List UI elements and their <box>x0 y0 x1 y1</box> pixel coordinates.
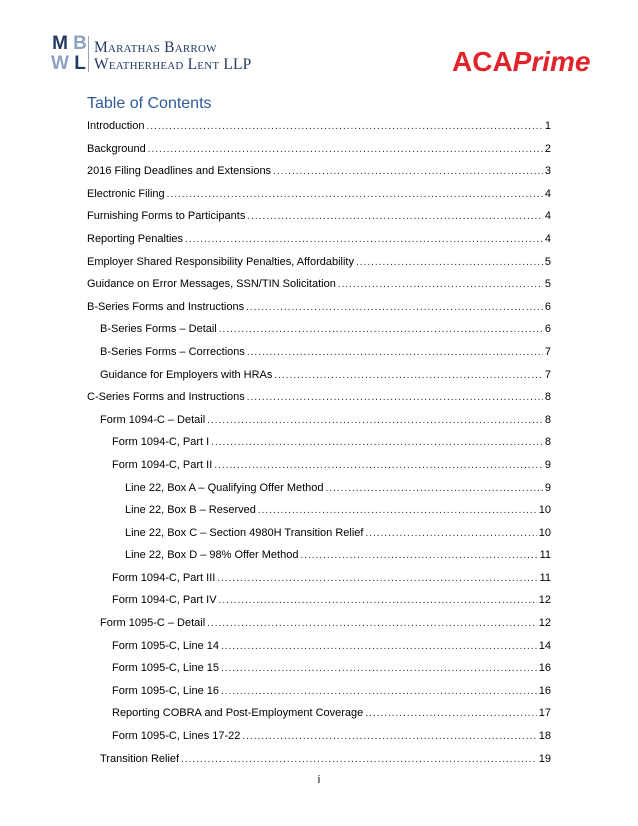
toc-leader-dots <box>258 503 537 519</box>
toc-entry-label: Line 22, Box C – Section 4980H Transition Relief <box>125 526 364 539</box>
toc-leader-dots <box>217 571 537 587</box>
toc-entry[interactable] <box>87 502 551 525</box>
toc-entry-label: Background <box>87 142 146 155</box>
toc-entry-label: Introduction <box>87 120 145 132</box>
toc-entry-page: 4 <box>544 210 551 223</box>
toc-leader-dots <box>146 119 542 135</box>
toc-leader-dots <box>167 187 543 203</box>
logo-divider <box>88 36 89 72</box>
toc-entry-label: 2016 Filing Deadlines and Extensions <box>87 165 272 178</box>
toc-entry[interactable] <box>87 163 551 186</box>
toc-entry[interactable] <box>87 683 551 706</box>
mbwl-logo <box>50 34 90 74</box>
toc-entry[interactable] <box>87 728 551 751</box>
firm-name-line-2: Weatherhead Lent LLP <box>94 56 252 73</box>
toc-entry-page: 12 <box>538 594 551 607</box>
firm-name-line-1: Marathas Barrow <box>94 39 217 56</box>
toc-entry-page: 7 <box>544 345 551 358</box>
toc-entry-page: 17 <box>538 707 551 720</box>
toc-entry-page: 18 <box>538 730 551 743</box>
toc-leader-dots <box>221 661 537 677</box>
toc-leader-dots <box>214 458 543 474</box>
brand-prime: Prime <box>512 46 591 77</box>
toc-entry-label: B-Series Forms – Corrections <box>100 345 245 358</box>
toc-entry-page: 6 <box>544 300 551 313</box>
toc-leader-dots <box>185 232 543 248</box>
acaprime-logo <box>452 47 591 77</box>
toc-leader-dots <box>338 277 543 293</box>
toc-entry-label: Form 1095-C, Lines 17-22 <box>112 730 241 743</box>
toc-leader-dots <box>148 142 543 158</box>
toc-entry-label: Furnishing Forms to Participants <box>87 210 246 223</box>
toc-entry-label: Guidance for Employers with HRAs <box>100 368 273 381</box>
toc-entry[interactable] <box>87 592 551 615</box>
toc-entry-label: Employer Shared Responsibility Penalties, Affordability <box>87 255 354 268</box>
toc-leader-dots <box>207 413 543 429</box>
toc-entry[interactable] <box>87 231 551 254</box>
toc-leader-dots <box>247 345 543 361</box>
toc-entry-label: Form 1095-C, Line 15 <box>112 662 219 675</box>
toc-entry-page: 19 <box>538 752 551 765</box>
toc-entry-page: 2 <box>544 142 551 155</box>
toc-entry[interactable] <box>87 638 551 661</box>
toc-entry-label: Line 22, Box D – 98% Offer Method <box>125 549 299 562</box>
toc-leader-dots <box>356 255 543 271</box>
toc-entry-page: 16 <box>538 684 551 697</box>
toc-entry-label: B-Series Forms – Detail <box>100 323 217 336</box>
toc-entry[interactable] <box>87 299 551 322</box>
toc-leader-dots <box>326 481 543 497</box>
toc-entry[interactable] <box>87 389 551 412</box>
toc-entry-page: 9 <box>544 481 551 494</box>
toc-entry-label: C-Series Forms and Instructions <box>87 391 245 404</box>
toc-entry[interactable] <box>87 547 551 570</box>
toc-entry[interactable] <box>87 186 551 209</box>
toc-entry-label: B-Series Forms and Instructions <box>87 300 245 313</box>
toc-leader-dots <box>300 548 537 564</box>
logo-letter-w: W <box>51 53 69 74</box>
toc-entry[interactable] <box>87 276 551 299</box>
toc-entry-page: 5 <box>544 255 551 268</box>
toc-leader-dots <box>247 390 543 406</box>
logo-letter-m: M <box>52 33 68 54</box>
toc-entry-page: 10 <box>538 504 551 517</box>
toc-entry[interactable] <box>87 141 551 164</box>
toc-entry-page: 12 <box>538 617 551 630</box>
toc-leader-dots <box>181 752 537 768</box>
toc-leader-dots <box>219 322 543 338</box>
toc-entry[interactable] <box>87 615 551 638</box>
toc-leader-dots <box>247 209 543 225</box>
logo-letter-b: B <box>73 33 87 54</box>
toc-title: Table of Contents <box>87 95 212 112</box>
toc-entry-page: 8 <box>544 413 551 426</box>
toc-entry-label: Guidance on Error Messages, SSN/TIN Solicitation <box>87 278 336 291</box>
toc-leader-dots <box>365 526 536 542</box>
toc-leader-dots <box>207 616 537 632</box>
brand-aca: ACA <box>452 46 513 77</box>
toc-entry-page: 11 <box>539 549 551 562</box>
toc-entry-page: 4 <box>544 187 551 200</box>
toc-entry[interactable] <box>87 570 551 593</box>
toc-entry-label: Form 1095-C, Line 16 <box>112 684 219 697</box>
toc-entry[interactable] <box>87 480 551 503</box>
toc-entry[interactable] <box>87 457 551 480</box>
toc-entry-label: Form 1094-C, Part I <box>112 436 210 449</box>
toc-entry[interactable] <box>87 434 551 457</box>
toc-leader-dots <box>221 639 537 655</box>
toc-entry-page: 5 <box>544 278 551 291</box>
toc-entry-page: 9 <box>544 458 551 471</box>
toc-entry-page: 16 <box>538 662 551 675</box>
toc-entry-label: Electronic Filing <box>87 187 165 200</box>
toc-entry-page: 8 <box>544 436 551 449</box>
toc-entry-label: Form 1094-C, Part IV <box>112 594 217 607</box>
page-header <box>0 0 638 90</box>
toc-entry-label: Reporting Penalties <box>87 232 184 245</box>
page-number: i <box>317 774 321 786</box>
toc-entry-label: Form 1094-C, Part III <box>112 571 216 584</box>
toc-leader-dots <box>211 435 543 451</box>
toc-entry-label: Form 1094-C – Detail <box>100 413 206 426</box>
toc-entry[interactable] <box>87 751 551 774</box>
toc-entry-label: Line 22, Box A – Qualifying Offer Method <box>125 481 324 494</box>
toc-entry-page: 1 <box>544 120 551 132</box>
toc-entry[interactable] <box>87 412 551 435</box>
toc-entry-label: Line 22, Box B – Reserved <box>125 504 256 517</box>
toc-list <box>87 118 551 773</box>
toc-entry[interactable] <box>87 525 551 548</box>
toc-entry-page: 10 <box>538 526 551 539</box>
toc-entry[interactable] <box>87 118 551 141</box>
toc-entry[interactable] <box>87 254 551 277</box>
toc-leader-dots <box>221 684 537 700</box>
firm-name <box>94 39 252 73</box>
toc-entry-page: 4 <box>544 232 551 245</box>
toc-entry-label: Transition Relief <box>100 752 180 765</box>
toc-entry-label: Form 1095-C, Line 14 <box>112 639 219 652</box>
toc-entry-label: Reporting COBRA and Post-Employment Coverage <box>112 707 364 720</box>
toc-leader-dots <box>365 706 536 722</box>
toc-entry-page: 8 <box>544 391 551 404</box>
toc-entry[interactable] <box>87 705 551 728</box>
toc-entry[interactable] <box>87 367 551 390</box>
toc-leader-dots <box>246 300 543 316</box>
toc-entry-label: Form 1095-C – Detail <box>100 617 206 630</box>
toc-leader-dots <box>273 164 543 180</box>
toc-entry[interactable] <box>87 321 551 344</box>
toc-leader-dots <box>274 368 542 384</box>
logo-letter-l: L <box>74 53 86 74</box>
toc-entry-page: 3 <box>544 165 551 178</box>
toc-entry-page: 14 <box>538 639 551 652</box>
toc-entry[interactable] <box>87 660 551 683</box>
toc-entry-page: 6 <box>544 323 551 336</box>
toc-entry-page: 11 <box>539 571 551 584</box>
toc-entry[interactable] <box>87 208 551 231</box>
toc-entry-label: Form 1094-C, Part II <box>112 458 213 471</box>
toc-leader-dots <box>219 593 537 609</box>
toc-entry[interactable] <box>87 344 551 367</box>
toc-entry-page: 7 <box>544 368 551 381</box>
toc-leader-dots <box>242 729 536 745</box>
